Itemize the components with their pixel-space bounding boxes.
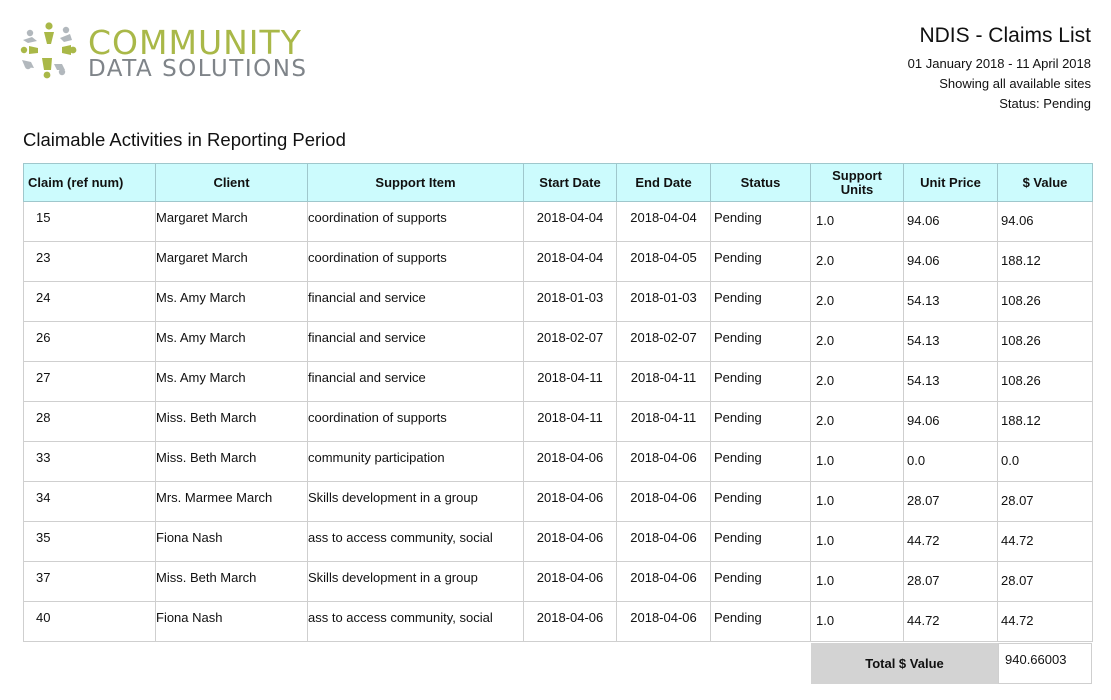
cell-claim-ref: 37	[24, 562, 156, 602]
cell-dollar-value: 188.12	[998, 402, 1093, 442]
cell-claim-ref: 26	[24, 322, 156, 362]
cell-start-date: 2018-04-06	[524, 562, 617, 602]
table-row	[24, 562, 1093, 602]
table-header-row	[24, 164, 1093, 202]
cell-end-date: 2018-04-04	[617, 202, 711, 242]
cell-end-date: 2018-02-07	[617, 322, 711, 362]
table-row	[24, 602, 1093, 642]
cell-end-date: 2018-04-06	[617, 562, 711, 602]
cell-support-units: 2.0	[811, 242, 904, 282]
header-start-date: Start Date	[524, 164, 617, 202]
cell-unit-price: 54.13	[904, 362, 998, 402]
company-logo	[20, 20, 320, 84]
cell-support-units: 2.0	[811, 402, 904, 442]
logo-text-data-solutions: DATA SOLUTIONS	[88, 56, 308, 82]
header-dollar-value: $ Value	[998, 164, 1093, 202]
cell-end-date: 2018-01-03	[617, 282, 711, 322]
cell-support-item: community participation	[308, 442, 524, 482]
cell-dollar-value: 108.26	[998, 282, 1093, 322]
cell-support-item: financial and service	[308, 322, 524, 362]
cell-start-date: 2018-04-04	[524, 242, 617, 282]
cell-status: Pending	[711, 522, 811, 562]
cell-unit-price: 28.07	[904, 562, 998, 602]
cell-support-item: financial and service	[308, 282, 524, 322]
cell-status: Pending	[711, 562, 811, 602]
cell-status: Pending	[711, 202, 811, 242]
cell-claim-ref: 28	[24, 402, 156, 442]
cell-support-item: Skills development in a group	[308, 562, 524, 602]
header-support-item: Support Item	[308, 164, 524, 202]
cell-unit-price: 54.13	[904, 282, 998, 322]
report-period: 01 January 2018 - 11 April 2018	[907, 56, 1091, 71]
cell-unit-price: 28.07	[904, 482, 998, 522]
section-title: Claimable Activities in Reporting Period	[23, 129, 346, 150]
cell-unit-price: 94.06	[904, 202, 998, 242]
cell-dollar-value: 28.07	[998, 482, 1093, 522]
table-row	[24, 402, 1093, 442]
cell-claim-ref: 34	[24, 482, 156, 522]
cell-status: Pending	[711, 282, 811, 322]
cell-support-item: financial and service	[308, 362, 524, 402]
cell-dollar-value: 188.12	[998, 242, 1093, 282]
cell-client: Ms. Amy March	[156, 282, 308, 322]
cell-support-units: 1.0	[811, 522, 904, 562]
cell-claim-ref: 40	[24, 602, 156, 642]
people-circle-logo-icon	[20, 20, 78, 80]
cell-status: Pending	[711, 322, 811, 362]
total-value-label: Total $ Value	[811, 643, 998, 684]
cell-support-item: Skills development in a group	[308, 482, 524, 522]
cell-start-date: 2018-04-04	[524, 202, 617, 242]
cell-support-item: coordination of supports	[308, 402, 524, 442]
cell-client: Margaret March	[156, 242, 308, 282]
cell-client: Mrs. Marmee March	[156, 482, 308, 522]
cell-claim-ref: 24	[24, 282, 156, 322]
cell-support-item: ass to access community, social	[308, 602, 524, 642]
cell-unit-price: 54.13	[904, 322, 998, 362]
header-end-date: End Date	[617, 164, 711, 202]
cell-dollar-value: 108.26	[998, 322, 1093, 362]
header-status: Status	[711, 164, 811, 202]
cell-support-units: 2.0	[811, 362, 904, 402]
cell-unit-price: 44.72	[904, 522, 998, 562]
header-unit-price: Unit Price	[904, 164, 998, 202]
cell-end-date: 2018-04-06	[617, 442, 711, 482]
cell-start-date: 2018-04-11	[524, 402, 617, 442]
cell-end-date: 2018-04-06	[617, 482, 711, 522]
table-row	[24, 242, 1093, 282]
cell-end-date: 2018-04-11	[617, 362, 711, 402]
report-sites: Showing all available sites	[939, 76, 1091, 91]
table-row	[24, 282, 1093, 322]
cell-support-units: 1.0	[811, 482, 904, 522]
cell-client: Ms. Amy March	[156, 362, 308, 402]
cell-dollar-value: 108.26	[998, 362, 1093, 402]
report-status-filter: Status: Pending	[999, 96, 1091, 111]
cell-status: Pending	[711, 602, 811, 642]
cell-claim-ref: 15	[24, 202, 156, 242]
cell-client: Margaret March	[156, 202, 308, 242]
table-row	[24, 482, 1093, 522]
cell-start-date: 2018-04-06	[524, 602, 617, 642]
cell-support-item: coordination of supports	[308, 242, 524, 282]
cell-claim-ref: 35	[24, 522, 156, 562]
cell-status: Pending	[711, 362, 811, 402]
cell-status: Pending	[711, 402, 811, 442]
cell-unit-price: 94.06	[904, 402, 998, 442]
logo-text-community: COMMUNITY	[88, 23, 302, 62]
cell-dollar-value: 0.0	[998, 442, 1093, 482]
cell-claim-ref: 23	[24, 242, 156, 282]
table-row	[24, 362, 1093, 402]
cell-claim-ref: 33	[24, 442, 156, 482]
cell-start-date: 2018-04-11	[524, 362, 617, 402]
cell-support-units: 1.0	[811, 562, 904, 602]
cell-dollar-value: 28.07	[998, 562, 1093, 602]
header-support-units: Support Units	[811, 164, 904, 202]
cell-start-date: 2018-01-03	[524, 282, 617, 322]
cell-dollar-value: 44.72	[998, 602, 1093, 642]
cell-start-date: 2018-04-06	[524, 482, 617, 522]
claims-table	[23, 163, 1093, 642]
cell-status: Pending	[711, 442, 811, 482]
cell-client: Miss. Beth March	[156, 442, 308, 482]
cell-status: Pending	[711, 242, 811, 282]
cell-end-date: 2018-04-11	[617, 402, 711, 442]
cell-start-date: 2018-04-06	[524, 522, 617, 562]
cell-support-units: 2.0	[811, 282, 904, 322]
cell-support-item: coordination of supports	[308, 202, 524, 242]
report-title: NDIS - Claims List	[919, 24, 1091, 47]
table-row	[24, 442, 1093, 482]
cell-client: Fiona Nash	[156, 602, 308, 642]
cell-unit-price: 0.0	[904, 442, 998, 482]
cell-client: Miss. Beth March	[156, 402, 308, 442]
header-claim-ref: Claim (ref num)	[24, 164, 156, 202]
table-row	[24, 522, 1093, 562]
cell-end-date: 2018-04-06	[617, 522, 711, 562]
cell-status: Pending	[711, 482, 811, 522]
cell-support-item: ass to access community, social	[308, 522, 524, 562]
table-row	[24, 202, 1093, 242]
cell-unit-price: 94.06	[904, 242, 998, 282]
header-client: Client	[156, 164, 308, 202]
cell-start-date: 2018-02-07	[524, 322, 617, 362]
cell-dollar-value: 94.06	[998, 202, 1093, 242]
cell-support-units: 1.0	[811, 602, 904, 642]
table-row	[24, 322, 1093, 362]
cell-client: Miss. Beth March	[156, 562, 308, 602]
cell-start-date: 2018-04-06	[524, 442, 617, 482]
report-header	[908, 24, 1091, 114]
cell-support-units: 1.0	[811, 442, 904, 482]
cell-dollar-value: 44.72	[998, 522, 1093, 562]
cell-end-date: 2018-04-06	[617, 602, 711, 642]
cell-client: Fiona Nash	[156, 522, 308, 562]
cell-client: Ms. Amy March	[156, 322, 308, 362]
cell-claim-ref: 27	[24, 362, 156, 402]
total-value-amount: 940.66003	[998, 643, 1092, 684]
cell-support-units: 2.0	[811, 322, 904, 362]
cell-support-units: 1.0	[811, 202, 904, 242]
cell-unit-price: 44.72	[904, 602, 998, 642]
cell-end-date: 2018-04-05	[617, 242, 711, 282]
